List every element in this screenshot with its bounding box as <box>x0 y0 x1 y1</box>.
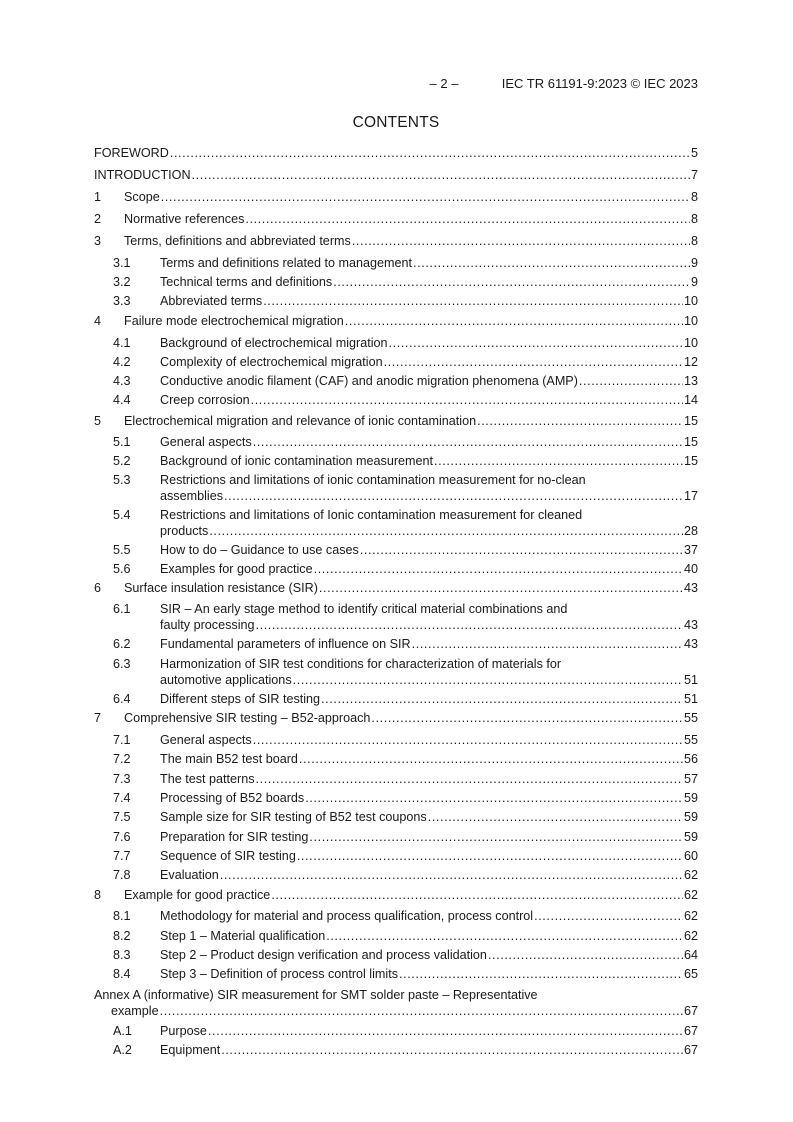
toc-entry-section-4[interactable] <box>94 313 698 329</box>
toc-section-number: 7.8 <box>113 868 131 882</box>
toc-page-number: 62 <box>683 909 698 923</box>
toc-page-number: 40 <box>683 562 698 576</box>
toc-entry-text: Preparation for SIR testing <box>160 830 309 844</box>
toc-entry-section-7-5[interactable] <box>94 809 698 825</box>
toc-entry-text: Complexity of electrochemical migration <box>160 355 383 369</box>
dot-leader <box>161 189 690 205</box>
toc-entry-text: Examples for good practice <box>160 562 313 576</box>
toc-entry-section-3[interactable] <box>94 233 698 249</box>
toc-entry-text: The test patterns <box>160 772 255 786</box>
dot-leader <box>333 274 690 290</box>
toc-section-number: 6.2 <box>113 637 131 651</box>
toc-entry-section-5-5[interactable] <box>94 542 698 558</box>
dot-leader <box>293 672 683 688</box>
toc-page-number: 67 <box>683 1024 698 1038</box>
toc-entry-text: Terms, definitions and abbreviated terms <box>124 234 351 248</box>
toc-entry-section-3-2[interactable] <box>94 274 698 290</box>
toc-section-number: 3.3 <box>113 294 131 308</box>
toc-section-number: 4.1 <box>113 336 131 350</box>
dot-leader <box>477 413 683 429</box>
toc-section-number: 5.6 <box>113 562 131 576</box>
toc-entry-text: Electrochemical migration and relevance of ionic contamination <box>124 414 477 428</box>
toc-entry-text: Evaluation <box>160 868 219 882</box>
dot-leader <box>253 434 683 450</box>
toc-page-number: 67 <box>683 1004 698 1018</box>
document-reference: IEC TR 61191-9:2023 © IEC 2023 <box>501 76 698 91</box>
dot-leader <box>384 354 683 370</box>
toc-entry-text: Fundamental parameters of influence on SIR <box>160 637 411 651</box>
toc-section-number: 4 <box>94 314 102 328</box>
dot-leader <box>412 636 683 652</box>
toc-entry-text: The main B52 test board <box>160 752 298 766</box>
dot-leader <box>579 373 683 389</box>
toc-section-number: 6.4 <box>113 692 131 706</box>
dot-leader <box>434 453 683 469</box>
toc-section-number: 5.4 <box>113 508 131 522</box>
toc-entry-text: Step 3 – Definition of process control limits <box>160 967 398 981</box>
toc-entry-text: INTRODUCTION <box>94 168 191 182</box>
toc-entry-section-5-2[interactable] <box>94 453 698 469</box>
toc-page-number: 12 <box>683 355 698 369</box>
dot-leader <box>299 751 683 767</box>
dot-leader <box>360 542 683 558</box>
toc-entry-text: Sample size for SIR testing of B52 test coupons <box>160 810 427 824</box>
toc-section-number: 4.2 <box>113 355 131 369</box>
toc-entry-section-3-3[interactable] <box>94 293 698 309</box>
dot-leader <box>345 313 683 329</box>
toc-page-number: 10 <box>683 336 698 350</box>
toc-page-number: 43 <box>683 581 698 595</box>
dot-leader <box>371 710 683 726</box>
dot-leader <box>428 809 683 825</box>
toc-entry-annex-a-1[interactable] <box>94 1023 698 1039</box>
toc-entry-section-7-8[interactable] <box>94 867 698 883</box>
toc-entry-text: Abbreviated terms <box>160 294 263 308</box>
toc-entry-text: Surface insulation resistance (SIR) <box>124 581 318 595</box>
toc-section-number: 5.1 <box>113 435 131 449</box>
toc-section-number: 8.3 <box>113 948 131 962</box>
toc-section-number: 7.2 <box>113 752 131 766</box>
dot-leader <box>251 392 683 408</box>
toc-entry-text: Technical terms and definitions <box>160 275 333 289</box>
toc-entry-text: General aspects <box>160 733 252 747</box>
page-title: CONTENTS <box>352 114 440 131</box>
toc-page-number: 62 <box>683 888 698 902</box>
toc-entry-section-7-3[interactable] <box>94 771 698 787</box>
toc-entry-section-7-2[interactable] <box>94 751 698 767</box>
toc-entry-section-7[interactable] <box>94 710 698 726</box>
toc-entry-annex-a-2[interactable] <box>94 1042 698 1058</box>
dot-leader <box>221 1042 683 1058</box>
toc-page-number: 60 <box>683 849 698 863</box>
toc-section-number: 5.5 <box>113 543 131 557</box>
toc-section-number: 3 <box>94 234 102 248</box>
toc-page-number: 14 <box>683 393 698 407</box>
toc-section-number: 8 <box>94 888 102 902</box>
toc-section-number: 7.4 <box>113 791 131 805</box>
toc-page-number: 9 <box>690 275 698 289</box>
dot-leader <box>319 580 683 596</box>
dot-leader <box>488 947 683 963</box>
toc-section-number: 6 <box>94 581 102 595</box>
dot-leader <box>224 488 683 504</box>
toc-entry-section-8[interactable] <box>94 887 698 903</box>
toc-section-number: 7.6 <box>113 830 131 844</box>
toc-entry-section-4-1[interactable] <box>94 335 698 351</box>
toc-page-number: 59 <box>683 830 698 844</box>
toc-entry-text-line2: automotive applications <box>160 673 292 687</box>
toc-entry-section-1[interactable] <box>94 189 698 205</box>
dot-leader <box>305 790 683 806</box>
toc-page-number: 55 <box>683 733 698 747</box>
dot-leader <box>314 561 683 577</box>
dot-leader <box>297 848 683 864</box>
toc-page-number: 8 <box>690 212 698 226</box>
toc-page-number: 7 <box>690 168 698 182</box>
toc-page-number: 43 <box>683 637 698 651</box>
dot-leader <box>399 966 683 982</box>
toc-entry-section-5-4[interactable] <box>94 507 698 539</box>
toc-page-number: 15 <box>683 454 698 468</box>
toc-entry-section-6-1[interactable] <box>94 601 698 633</box>
toc-section-number: 6.1 <box>113 602 131 616</box>
toc-section-number: 8.4 <box>113 967 131 981</box>
toc-entry-section-5-3[interactable] <box>94 472 698 504</box>
page-number: – 2 – <box>429 76 459 91</box>
toc-page-number: 59 <box>683 791 698 805</box>
toc-page-number: 9 <box>690 256 698 270</box>
toc-entry-text: How to do – Guidance to use cases <box>160 543 359 557</box>
toc-page-number: 62 <box>683 929 698 943</box>
toc-page-number: 28 <box>683 524 698 538</box>
toc-entry-text: Conductive anodic filament (CAF) and anodic migration phenomena (AMP) <box>160 374 578 388</box>
toc-entry-text: Example for good practice <box>124 888 271 902</box>
toc-entry-section-7-6[interactable] <box>94 829 698 845</box>
dot-leader <box>160 1003 683 1019</box>
toc-page-number: 37 <box>683 543 698 557</box>
toc-entry-section-8-2[interactable] <box>94 928 698 944</box>
toc-entry-text: FOREWORD <box>94 146 169 160</box>
dot-leader <box>192 167 690 183</box>
toc-entry-text-line1: Restrictions and limitations of ionic contamination measurement for no-clean <box>160 473 586 487</box>
toc-page-number: 56 <box>683 752 698 766</box>
toc-page-number: 51 <box>683 692 698 706</box>
toc-section-number: 3.2 <box>113 275 131 289</box>
toc-entry-text: Scope <box>124 190 160 204</box>
dot-leader <box>413 255 690 271</box>
toc-entry-text-line2: assemblies <box>160 489 223 503</box>
toc-section-number: 3.1 <box>113 256 131 270</box>
toc-page-number: 51 <box>683 673 698 687</box>
dot-leader <box>170 145 690 161</box>
toc-entry-annex-a[interactable] <box>94 987 698 1019</box>
toc-section-number: 7.7 <box>113 849 131 863</box>
dot-leader <box>271 887 683 903</box>
page-header <box>94 76 698 92</box>
toc-entry-text: Background of electrochemical migration <box>160 336 388 350</box>
toc-entry-text: Creep corrosion <box>160 393 250 407</box>
dot-leader <box>208 1023 683 1039</box>
dot-leader <box>209 523 683 539</box>
toc-entry-introduction[interactable] <box>94 167 698 183</box>
dot-leader <box>352 233 690 249</box>
dot-leader <box>245 211 690 227</box>
toc-page-number: 5 <box>690 146 698 160</box>
dot-leader <box>389 335 683 351</box>
toc-section-number: 6.3 <box>113 657 131 671</box>
toc-section-number: A.2 <box>113 1043 132 1057</box>
toc-section-number: 8.2 <box>113 929 131 943</box>
dot-leader <box>309 829 683 845</box>
toc-entry-text-line1: Harmonization of SIR test conditions for characterization of materials for <box>160 657 562 671</box>
toc-entry-text-line1: SIR – An early stage method to identify critical material combinations and <box>160 602 568 616</box>
toc-entry-section-6[interactable] <box>94 580 698 596</box>
toc-entry-section-5-1[interactable] <box>94 434 698 450</box>
toc-entry-text: General aspects <box>160 435 252 449</box>
toc-entry-section-2[interactable] <box>94 211 698 227</box>
toc-page-number: 57 <box>683 772 698 786</box>
toc-page-number: 15 <box>683 435 698 449</box>
toc-entry-text: Failure mode electrochemical migration <box>124 314 344 328</box>
toc-entry-text: Step 1 – Material qualification <box>160 929 326 943</box>
toc-entry-section-8-4[interactable] <box>94 966 698 982</box>
toc-entry-section-7-1[interactable] <box>94 732 698 748</box>
toc-entry-section-4-3[interactable] <box>94 373 698 389</box>
toc-entry-text: Background of ionic contamination measurement <box>160 454 434 468</box>
toc-page-number: 65 <box>683 967 698 981</box>
toc-section-number: A.1 <box>113 1024 132 1038</box>
toc-entry-section-6-4[interactable] <box>94 691 698 707</box>
toc-entry-text-line2: products <box>160 524 209 538</box>
toc-section-number: 5.2 <box>113 454 131 468</box>
toc-section-number: 5.3 <box>113 473 131 487</box>
toc-page-number: 64 <box>683 948 698 962</box>
toc-entry-text: Comprehensive SIR testing – B52-approach <box>124 711 371 725</box>
toc-entry-text: Terms and definitions related to management <box>160 256 413 270</box>
toc-page-number: 8 <box>690 190 698 204</box>
toc-page-number: 67 <box>683 1043 698 1057</box>
toc-entry-text: Different steps of SIR testing <box>160 692 321 706</box>
toc-section-number: 7.1 <box>113 733 131 747</box>
dot-leader <box>256 771 683 787</box>
toc-entry-section-3-1[interactable] <box>94 255 698 271</box>
toc-entry-section-7-7[interactable] <box>94 848 698 864</box>
dot-leader <box>220 867 683 883</box>
dot-leader <box>321 691 683 707</box>
toc-entry-section-8-1[interactable] <box>94 908 698 924</box>
toc-section-number: 7 <box>94 711 102 725</box>
toc-section-number: 4.4 <box>113 393 131 407</box>
toc-section-number: 4.3 <box>113 374 131 388</box>
toc-entry-section-5[interactable] <box>94 413 698 429</box>
toc-entry-text: Sequence of SIR testing <box>160 849 296 863</box>
toc-entry-section-8-3[interactable] <box>94 947 698 963</box>
dot-leader <box>253 732 683 748</box>
toc-entry-text: Methodology for material and process qualification, process control <box>160 909 534 923</box>
toc-section-number: 1 <box>94 190 102 204</box>
toc-entry-section-7-4[interactable] <box>94 790 698 806</box>
toc-entry-text-line1: Annex A (informative) SIR measurement for SMT solder paste – Representative <box>94 988 538 1002</box>
toc-entry-section-4-4[interactable] <box>94 392 698 408</box>
dot-leader <box>263 293 683 309</box>
toc-page-number: 10 <box>683 294 698 308</box>
dot-leader <box>256 617 683 633</box>
toc-page-number: 10 <box>683 314 698 328</box>
dot-leader <box>534 908 683 924</box>
toc-entry-text: Equipment <box>160 1043 221 1057</box>
toc-page-number: 43 <box>683 618 698 632</box>
toc-section-number: 8.1 <box>113 909 131 923</box>
toc-page-number: 17 <box>683 489 698 503</box>
toc-section-number: 5 <box>94 414 102 428</box>
toc-page-number: 15 <box>683 414 698 428</box>
toc-entry-text: Normative references <box>124 212 245 226</box>
toc-entry-text-line2: faulty processing <box>160 618 255 632</box>
toc-page-number: 13 <box>683 374 698 388</box>
toc-page-number: 62 <box>683 868 698 882</box>
toc-entry-text: Step 2 – Product design verification and process validation <box>160 948 487 962</box>
toc-entry-section-4-2[interactable] <box>94 354 698 370</box>
toc-page-number: 59 <box>683 810 698 824</box>
toc-entry-text-line1: Restrictions and limitations of Ionic contamination measurement for cleaned <box>160 508 583 522</box>
toc-section-number: 7.3 <box>113 772 131 786</box>
toc-page-number: 8 <box>690 234 698 248</box>
toc-page-number: 55 <box>683 711 698 725</box>
toc-section-number: 7.5 <box>113 810 131 824</box>
toc-entry-section-6-2[interactable] <box>94 636 698 652</box>
toc-section-number: 2 <box>94 212 102 226</box>
toc-entry-text: Processing of B52 boards <box>160 791 305 805</box>
toc-entry-text: Purpose <box>160 1024 207 1038</box>
toc-entry-section-5-6[interactable] <box>94 561 698 577</box>
toc-entry-section-6-3[interactable] <box>94 656 698 688</box>
dot-leader <box>326 928 683 944</box>
toc-entry-text-line2: example <box>111 1004 159 1018</box>
toc-entry-foreword[interactable] <box>94 145 698 161</box>
